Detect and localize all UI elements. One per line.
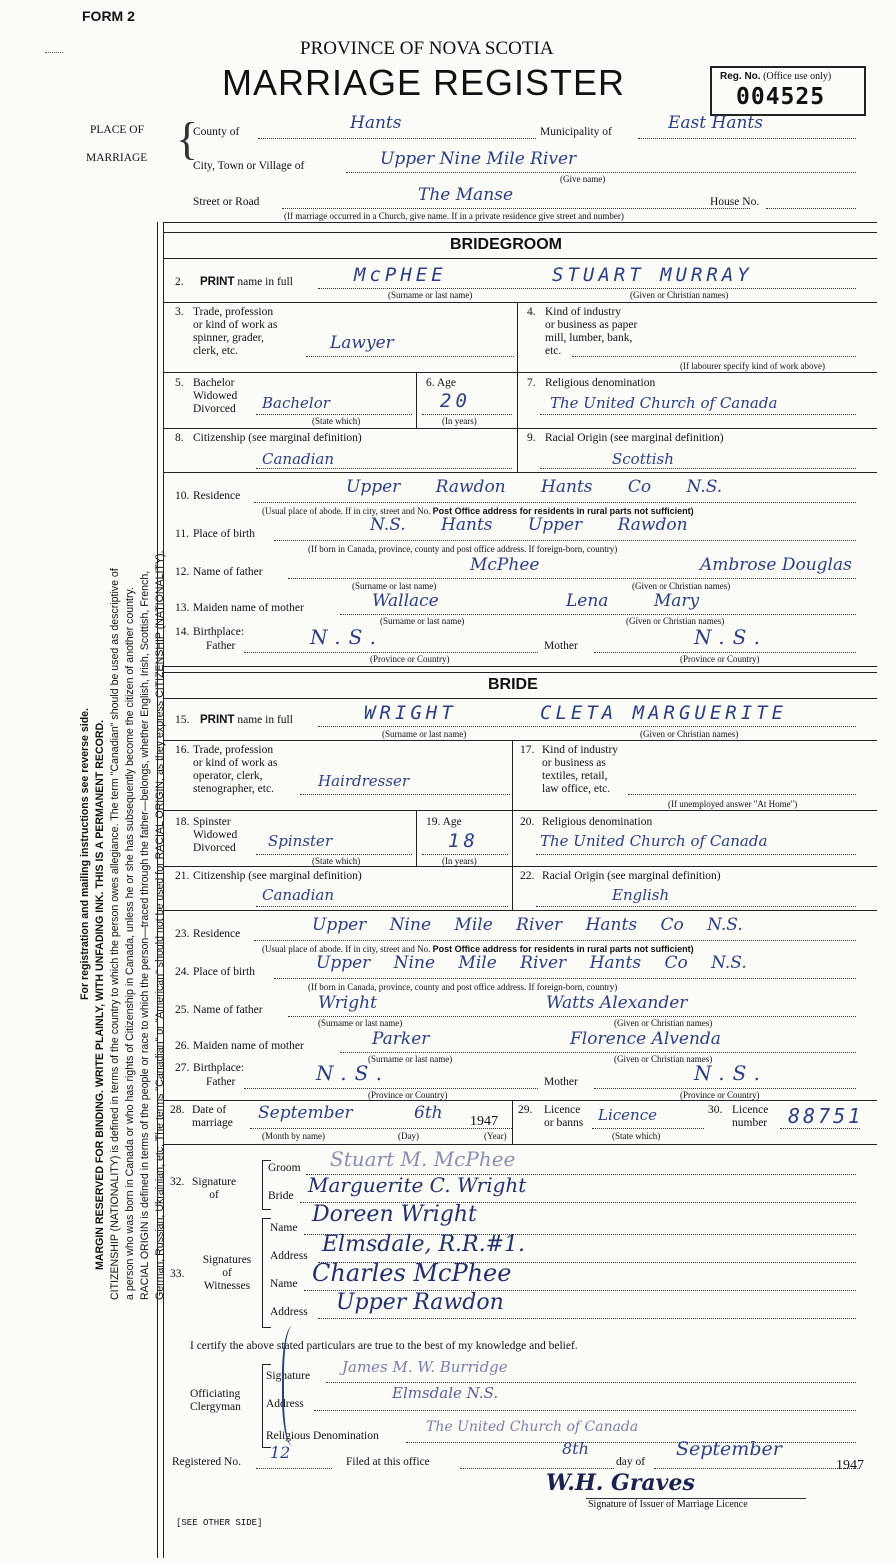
date-label-2: marriage [192,1117,233,1129]
groom-religion: The United Church of Canada [550,394,778,412]
bride-birth-label: Place of birth [193,966,255,978]
bride-bp-father: N.S. [316,1061,390,1085]
groom-father-given: Ambrose Douglas [700,555,852,575]
bride-mother-given: Florence Alvenda [570,1029,721,1049]
line-num-9: 9. [527,432,536,444]
witness2-address-label: Address [270,1306,308,1318]
line-num-7: 7. [527,377,536,389]
bride-surname-note: (Surname or last name) [382,729,467,739]
month-note: (Month by name) [262,1131,325,1141]
bride-heading: BRIDE [488,676,538,693]
licence-note: (State which) [612,1131,661,1141]
reg-no-label: Reg. No. [720,71,761,82]
groom-racial: Scottish [612,450,674,468]
bride-religion: The United Church of Canada [540,832,768,850]
punch-mark [45,52,63,53]
place-group-label-1: PLACE OF [90,124,144,136]
filed-month: September [676,1438,782,1460]
line-num-11: 11. [175,528,189,540]
witness-label-2: of [222,1267,232,1279]
groom-industry-label-1: Kind of industry [545,306,622,318]
witness1-address: Elmsdale, R.R.#1. [322,1232,526,1257]
groom-bp-mother-label: Mother [544,640,578,652]
place-group-label-2: MARRIAGE [86,152,148,164]
day-of-label: day of [616,1456,646,1468]
street-label: Street or Road [193,196,260,208]
groom-trade-label-3: spinner, grader, [193,332,264,344]
house-label: House No. [710,196,760,208]
city-note: (Give name) [560,174,606,184]
margin-line-5: RACIAL ORIGIN is defined in terms of the people or race to which the person—traced through the father—belongs, whether English, Irish, Scottish, French, [139,570,151,1300]
line-num-16: 16. [175,744,190,756]
groom-father-surname: McPhee [470,555,540,575]
groom-given: STUART MURRAY [552,264,753,286]
clergy-address-label: Address [266,1398,304,1410]
bride-status: Spinster [268,832,333,850]
street-note: (If marriage occurred in a Church, give name. If in a private residence give street and number) [284,211,624,221]
bride-sig-label: Bride [268,1190,294,1202]
licence-number: 88751 [788,1104,864,1128]
groom-name-label-bold: PRINT [200,276,235,288]
licence-no-label-2: number [732,1117,768,1129]
groom-bp-father-label: Father [206,640,236,652]
issuer-signature: W.H. Graves [546,1470,695,1496]
line-num-26: 26. [175,1040,190,1052]
line-num-19: 19. [426,816,441,828]
margin-line-1: For registration and mailing instructions see reverse side. [79,707,91,1000]
bride-bp-mother-label: Mother [544,1076,578,1088]
clergy-label [190,1388,241,1414]
bride-status-label-2: Widowed [193,829,238,841]
line-num-32: 32. [170,1176,185,1188]
signature-of-label-2: of [209,1189,219,1201]
bride-given: CLETA MARGUERITE [540,702,788,724]
registered-no: 12 [270,1443,291,1462]
groom-sig-label: Groom [268,1162,301,1174]
groom-birth-label: Place of birth [193,528,255,540]
bride-residence: Upper Nine Mile River Hants Co N.S. [312,915,743,935]
witness1-name: Doreen Wright [312,1202,477,1227]
bride-racial: English [612,886,670,904]
line-num-25: 25. [175,1004,190,1016]
margin-text [78,100,168,1300]
city-value: Upper Nine Mile River [380,149,577,169]
issuer-label: Signature of Issuer of Marriage Licence [588,1499,748,1510]
bride-age-note: (In years) [442,856,477,866]
line-num-4: 4. [527,306,536,318]
line-num-20: 20. [520,816,535,828]
bridegroom-heading: BRIDEGROOM [450,236,562,253]
groom-industry-label [545,306,637,358]
groom-mother-label: Maiden name of mother [193,602,304,614]
groom-status-note: (State which) [312,416,361,426]
groom-status-label [193,377,237,416]
marriage-month: September [258,1103,353,1123]
reg-number-box [710,66,866,116]
groom-trade-label-4: clerk, etc. [193,345,239,357]
bride-industry-label [542,744,618,796]
bride-surname: WRIGHT [364,702,457,724]
groom-residence-label: Residence [193,490,241,502]
margin-line-6: German, Russian, Ukrainian, etc. The terms "Canadian" or "American" should not be used for RACIAL ORIGIN, as they express CITIZENSHIP (NATIONALITY). [154,550,166,1300]
municipality-label: Municipality of [540,126,612,138]
groom-industry-note: (If labourer specify kind of work above) [680,361,825,371]
line-num-33: 33. [170,1268,185,1280]
line-num-17: 17. [520,744,535,756]
date-label-1: Date of [192,1104,227,1116]
bride-religion-label: Religious denomination [542,816,653,828]
day-note: (Day) [398,1131,419,1141]
bride-citizenship-label: Citizenship (see marginal definition) [193,870,362,882]
bride-father-given: Watts Alexander [546,993,688,1013]
groom-bp-father: N.S. [310,625,384,649]
groom-status-label-3: Divorced [193,403,236,415]
mother-given-note: (Given or Christian names) [626,616,725,626]
groom-industry-label-4: etc. [545,345,562,357]
groom-residence: Upper Rawdon Hants Co N.S. [346,477,723,497]
groom-trade: Lawyer [330,333,394,353]
street-value: The Manse [418,185,514,205]
marriage-year: 1947 [470,1114,498,1129]
bride-trade-label-1: Trade, profession [193,744,274,756]
groom-name-label-text: name in full [237,276,293,288]
groom-father-label: Name of father [193,566,263,578]
witness-label-3: Witnesses [203,1280,251,1292]
line-num-22: 22. [520,870,535,882]
margin-line-3: CITIZENSHIP (NATIONALITY) is defined in terms of the country to which the person owes allegiance. The term "Canadian" should be used as descriptive of [109,568,121,1300]
bride-mother-given-note: (Given or Christian names) [614,1054,713,1064]
witness2-name: Charles McPhee [312,1259,512,1287]
witness-label [192,1254,262,1293]
municipality-value: East Hants [668,113,763,133]
line-num-28: 28. [170,1104,185,1116]
groom-status-label-1: Bachelor [193,377,235,389]
line-num-13: 13. [175,602,190,614]
bride-citizenship: Canadian [262,886,335,904]
clergy-label-1: Officiating [190,1388,241,1400]
line-num-5: 5. [175,377,184,389]
bride-name-label [200,714,293,727]
clergy-label-2: Clergyman [190,1401,241,1413]
clergy-flourish [282,1326,308,1446]
bride-name-label-text: name in full [237,714,293,726]
bride-age-label-text: Age [442,816,462,828]
bride-bp-mother: N.S. [694,1061,768,1085]
bride-residence-note-bold: Post Office address for residents in rural parts not sufficient) [432,944,694,954]
surname-note: (Surname or last name) [388,290,473,300]
groom-racial-label: Racial Origin (see marginal definition) [545,432,724,444]
county-label: County of [193,126,240,138]
bride-age: 18 [448,830,479,852]
form-label: FORM 2 [82,8,135,24]
registered-no-label: Registered No. [172,1456,241,1468]
bride-birth: Upper Nine Mile River Hants Co N.S. [316,953,747,973]
line-num-12: 12. [175,566,190,578]
bride-mother-surname: Parker [372,1029,430,1049]
licence-label-1: Licence [544,1104,581,1116]
clergy-signature-label: Signature [266,1370,311,1382]
filed-label: Filed at this office [346,1456,430,1468]
groom-age-note: (In years) [442,416,477,426]
bride-trade-label-4: stenographer, etc. [193,783,274,795]
groom-religion-label: Religious denomination [545,377,656,389]
bride-trade-label [193,744,277,796]
groom-age-label [426,377,456,390]
signature-of-label-1: Signature [192,1176,237,1188]
bride-status-label-1: Spinster [193,816,231,828]
margin-line-2: MARGIN RESERVED FOR BINDING. WRITE PLAINLY, WITH UNFADING INK. THIS IS A PERMANENT RECORD. [94,719,106,1270]
groom-name-label [200,276,293,289]
line-num-8: 8. [175,432,184,444]
bride-name-label-bold: PRINT [200,714,235,726]
clergy-religion: The United Church of Canada [426,1419,639,1435]
father-given-note: (Given or Christian names) [632,581,731,591]
county-value: Hants [350,113,402,133]
bride-signature: Marguerite C. Wright [308,1173,527,1197]
line-num-3: 3. [175,306,184,318]
reg-number: 004525 [736,84,826,110]
bride-status-note: (State which) [312,856,361,866]
witness2-name-label: Name [270,1278,298,1290]
filed-year: 1947 [836,1458,864,1473]
groom-status-label-2: Widowed [193,390,238,402]
line-num-29: 29. [518,1104,533,1116]
line-num-18: 18. [175,816,190,828]
page-title: MARRIAGE REGISTER [222,62,626,103]
witness1-address-label: Address [270,1250,308,1262]
father-surname-note: (Surname or last name) [352,581,437,591]
bride-status-label-3: Divorced [193,842,236,854]
licence-label-2: or banns [544,1117,584,1129]
bride-racial-label: Racial Origin (see marginal definition) [542,870,721,882]
certify-statement: I certify the above stated particulars are true to the best of my knowledge and belief. [190,1340,578,1352]
bride-birthplace-label: Birthplace: [193,1062,245,1074]
bride-bp-mother-note: (Province or Country) [680,1090,760,1100]
line-num-15: 15. [175,714,190,726]
bride-mother-label: Maiden name of mother [193,1040,304,1052]
religious-denomination-label: Religious Denomination [266,1430,379,1442]
brace: { [176,113,199,164]
bride-age-label [426,816,462,829]
line-num-23: 23. [175,928,190,940]
licence-no-label [732,1104,768,1130]
line-num-21: 21. [175,870,190,882]
bride-bp-father-label: Father [206,1076,236,1088]
city-label: City, Town or Village of [193,160,305,172]
bride-residence-label: Residence [193,928,241,940]
groom-bp-mother: N.S. [694,625,768,649]
licence-no-label-1: Licence [732,1104,769,1116]
year-note: (Year) [484,1131,507,1141]
witness2-address: Upper Rawdon [336,1290,504,1315]
groom-birthplace-label: Birthplace: [193,626,245,638]
groom-bp-mother-note: (Province or Country) [680,654,760,664]
reg-no-note: (Office use only) [763,71,832,82]
bride-industry-label-2: or business as [542,757,606,769]
bride-residence-note-text: (Usual place of abode. If in city, street and No. [262,944,431,954]
groom-birth-note: (If born in Canada, province, county and post office address. If foreign-born, country) [308,544,618,554]
witness1-name-label: Name [270,1222,298,1234]
licence-value: Licence [598,1106,657,1124]
bride-father-label: Name of father [193,1004,263,1016]
groom-trade-label-2: or kind of work as [193,319,278,331]
groom-surname: McPHEE [354,264,447,286]
clergy-address: Elmsdale N.S. [392,1384,499,1402]
residence-note-bold: Post Office address for residents in rural parts not sufficient) [432,506,694,516]
groom-birth: N.S. Hants Upper Rawdon [370,515,688,535]
groom-status: Bachelor [262,394,330,412]
bride-trade-label-2: or kind of work as [193,757,278,769]
line-num-6: 6. [426,377,435,389]
given-note: (Given or Christian names) [630,290,729,300]
groom-citizenship-label: Citizenship (see marginal definition) [193,432,362,444]
see-other-side: [SEE OTHER SIDE] [176,1518,263,1528]
groom-mother-given: Lena Mary [566,591,700,611]
groom-industry-label-2: or business as paper [545,319,638,331]
bride-trade: Hairdresser [318,772,410,790]
line-num-30: 30. [708,1104,723,1116]
line-num-24: 24. [175,966,190,978]
bride-status-label [193,816,237,855]
marriage-day: 6th [414,1103,443,1123]
groom-signature: Stuart M. McPhee [330,1147,516,1171]
filed-day: 8th [562,1439,589,1458]
groom-bp-father-note: (Province or Country) [370,654,450,664]
bride-birth-note: (If born in Canada, province, county and post office address. If foreign-born, country) [308,982,618,992]
groom-mother-surname: Wallace [372,591,439,611]
line-num-2: 2. [175,276,184,288]
groom-trade-label [193,306,277,358]
groom-age: 20 [440,390,471,412]
margin-line-4: a person who was born in Canada or who has rights of Citizenship in Canada, unless he or she has subsequently become the citizen of another country. [124,587,136,1300]
bride-mother-surname-note: (Surname or last name) [368,1054,453,1064]
groom-trade-label-1: Trade, profession [193,306,274,318]
mother-surname-note: (Surname or last name) [380,616,465,626]
witness-label-1: Signatures [202,1254,252,1266]
bride-industry-note: (If unemployed answer "At Home") [668,799,798,809]
clergy-signature: James M. W. Burridge [342,1358,508,1376]
licence-label [544,1104,583,1130]
bride-father-given-note: (Given or Christian names) [614,1018,713,1028]
residence-note-text: (Usual place of abode. If in city, street and No. [262,506,431,516]
date-label [192,1104,233,1130]
signature-of-label [192,1176,236,1202]
province-heading: PROVINCE OF NOVA SCOTIA [300,38,554,59]
groom-industry-label-3: mill, lumber, bank, [545,332,633,344]
bride-bp-father-note: (Province or Country) [368,1090,448,1100]
bride-industry-label-4: law office, etc. [542,783,611,795]
bride-father-surname-note: (Surname or last name) [318,1018,403,1028]
bride-given-note: (Given or Christian names) [640,729,739,739]
groom-citizenship: Canadian [262,450,335,468]
bride-industry-label-3: textiles, retail, [542,770,608,782]
line-num-14: 14. [175,626,190,638]
line-num-27: 27. [175,1062,190,1074]
groom-age-label-text: Age [436,377,457,389]
bride-trade-label-3: operator, clerk, [193,770,263,782]
bride-industry-label-1: Kind of industry [542,744,619,756]
line-num-10: 10. [175,490,190,502]
bride-father-surname: Wright [318,993,377,1013]
